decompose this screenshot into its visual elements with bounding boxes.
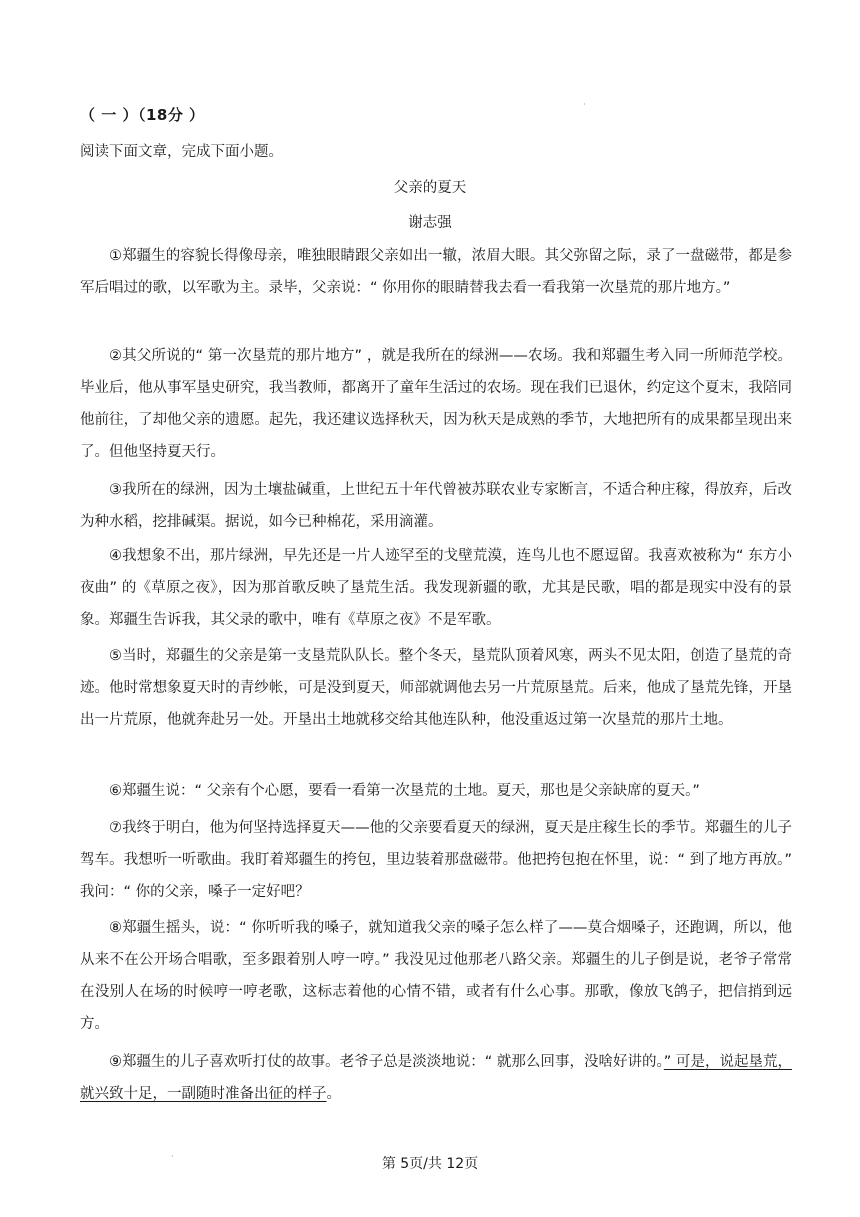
paragraph-2: ②其父所说的“ 第一次垦荒的那片地方” ，就是我所在的绿洲——农场。我和郑疆生考入同一所师范学校。毕业后，他从事军垦史研究，我当教师，都离开了童年生活过的农场。现在我们已退休，约定这个夏末，我陪同他前往，了却他父亲的遗愿。起先，我还建议选择秋天，因为秋天是成熟的季节，大地把所有的成果都呈现出来了。但他坚持夏天行。 [80,348,792,460]
paragraph-9-text: ⑨郑疆生的儿子喜欢听打仗的故事。老爷子总是淡淡地说：“ 就那么回事，没啥好讲的。 [109,1054,664,1070]
paragraph-3: ③我所在的绿洲，因为土壤盐碱重，上世纪五十年代曾被苏联农业专家断言，不适合种庄稼，得放弃，后改为种水稻，挖排碱渠。据说，如今已种棉花，采用滴灌。 [80,482,792,530]
article-author: 谢志强 [408,215,452,231]
paragraph-4: ④我想象不出，那片绿洲，早先还是一片人迹罕至的戈壁荒漠，连鸟儿也不愿逗留。我喜欢被称为“ 东方小夜曲” 的《草原之夜》，因为那首歌反映了垦荒生活。我发现新疆的歌，尤其是民歌，唱的都是现实中没有的景象。郑疆生告诉我，其父录的歌中，唯有《草原之夜》不是军歌。 [80,548,792,628]
section-heading: （ 一 ）（18分 ） [80,106,205,124]
paragraph-6: ⑥郑疆生说：“ 父亲有个心愿，要看一看第一次垦荒的土地。夏天，那也是父亲缺席的夏天。” [109,783,700,799]
paragraph-1: ①郑疆生的容貌长得像母亲，唯独眼睛跟父亲如出一辙，浓眉大眼。其父弥留之际，录了一盘磁带，都是参军后唱过的歌，以军歌为主。录毕，父亲说：“ 你用你的眼睛替我去看一看我第一次垦荒的那片地方。” [80,248,792,296]
article-title: 父亲的夏天 [393,180,467,196]
paragraph-9 [80,1046,792,1110]
paragraph-7: ⑦我终于明白，他为何坚持选择夏天——他的父亲要看夏天的绿洲，夏天是庄稼生长的季节。郑疆生的儿子驾车。我想听一听歌曲。我盯着郑疆生的挎包，里边装着那盘磁带。他把挎包抱在怀里，说：“ 到了地方再放。” 我问：“ 你的父亲，嗓子一定好吧？ [80,820,792,900]
page-number: 第 5页/共 12页 [381,1156,479,1172]
paragraph-5: ⑤当时，郑疆生的父亲是第一支垦荒队队长。整个冬天，垦荒队顶着风寒，两头不见太阳，创造了垦荒的奇迹。他时常想象夏天时的青纱帐，可是没到夏天，师部就调他去另一片荒原垦荒。后来，他成了垦荒先锋，开垦出一片荒原，他就奔赴另一处。开垦出土地就移交给其他连队种，他没重返过第一次垦荒的那片土地。 [80,648,792,728]
underlined-sentence: ” 可是，说起垦荒，就兴致十足，一副随时准备出征的样子 [80,1054,793,1102]
scan-speck: · [583,100,586,109]
paragraph-8: ⑧郑疆生摇头，说：“ 你听听我的嗓子，就知道我父亲的嗓子怎么样了——莫合烟嗓子，还跑调，所以，他从来不在公开场合唱歌，至多跟着别人哼一哼。” 我没见过他那老八路父亲。郑疆生的儿子倒是说，老爷子常常在没别人在场的时候哼一哼老歌，这标志着他的心情不错，或者有什么心事。那歌，像放飞鸽子，把信捎到远方。 [80,920,792,1032]
scan-speck: · [171,1152,174,1161]
reading-instruction: 阅读下面文章，完成下面小题。 [80,144,283,160]
paragraph-9-ending: 。 [326,1086,341,1102]
